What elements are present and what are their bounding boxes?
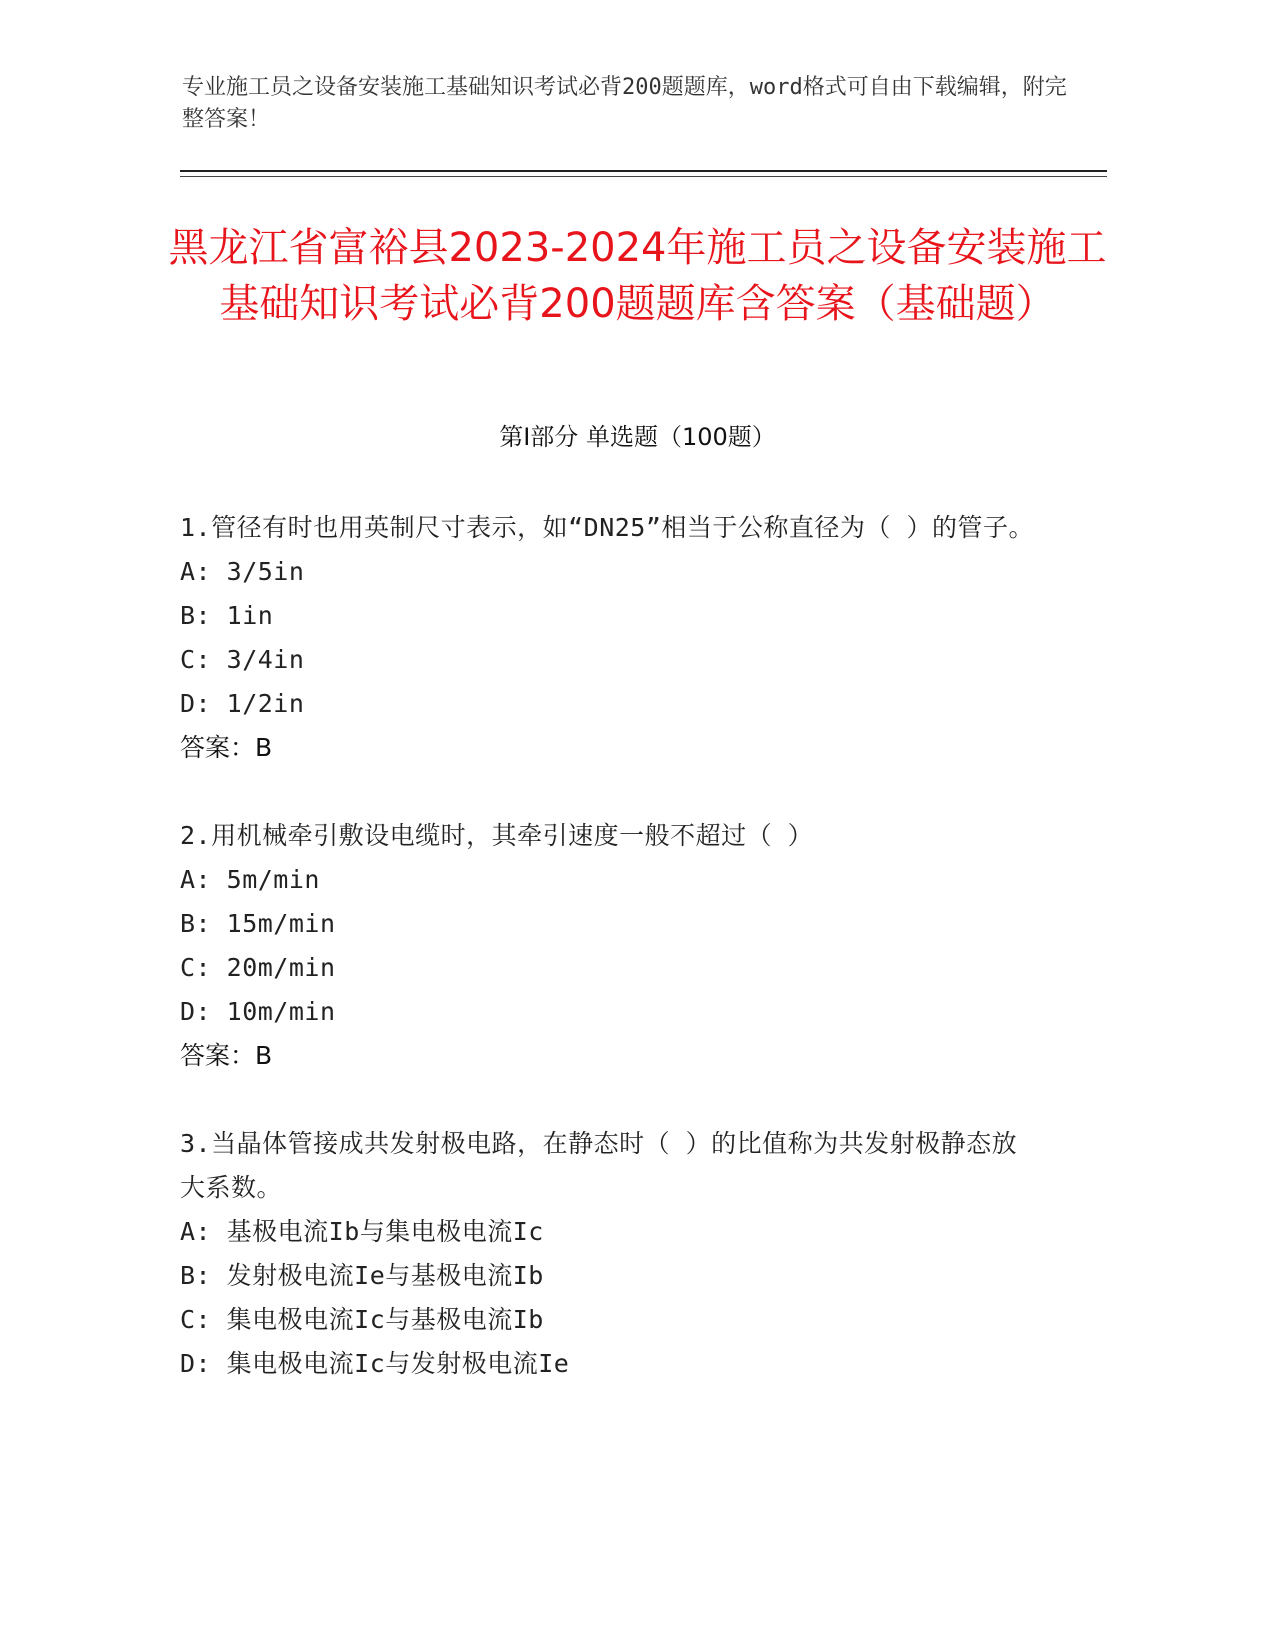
question-stem: 3.当晶体管接成共发射极电路，在静态时（ ）的比值称为共发射极静态放大系数。 bbox=[180, 1129, 1018, 1202]
document-title: 黑龙江省富裕县2023-2024年施工员之设备安装施工基础知识考试必背200题题库含答案（基础题） bbox=[168, 225, 1107, 327]
section-heading: 第Ⅰ部分 单选题（100题） bbox=[499, 423, 776, 451]
question-2 bbox=[180, 814, 1040, 1078]
question-stem: 2.用机械牵引敷设电缆时，其牵引速度一般不超过（ ） bbox=[180, 821, 814, 850]
question-stem: 1.管径有时也用英制尺寸表示，如“DN25”相当于公称直径为（ ）的管子。 bbox=[180, 513, 1034, 542]
question-1 bbox=[180, 506, 1040, 770]
question-list bbox=[180, 506, 1040, 1430]
option-d: D: 10m/min bbox=[180, 997, 336, 1026]
option-a: A: 5m/min bbox=[180, 865, 320, 894]
option-d: D: 集电极电流Ic与发射极电流Ie bbox=[180, 1349, 570, 1378]
header-note: 专业施工员之设备安装施工基础知识考试必背200题题库，word格式可自由下载编辑，附完整答案！ bbox=[182, 75, 1067, 132]
option-a: A: 3/5in bbox=[180, 557, 305, 586]
option-b: B: 发射极电流Ie与基极电流Ib bbox=[180, 1261, 544, 1290]
option-a: A: 基极电流Ib与集电极电流Ic bbox=[180, 1217, 544, 1246]
option-d: D: 1/2in bbox=[180, 689, 305, 718]
option-c: C: 集电极电流Ic与基极电流Ib bbox=[180, 1305, 544, 1334]
header-divider-thick bbox=[180, 170, 1107, 172]
option-b: B: 1in bbox=[180, 601, 274, 630]
answer-line: 答案：B bbox=[180, 1041, 273, 1070]
option-b: B: 15m/min bbox=[180, 909, 336, 938]
answer-line: 答案：B bbox=[180, 733, 273, 762]
header-divider-thin bbox=[180, 176, 1107, 177]
option-c: C: 3/4in bbox=[180, 645, 305, 674]
option-c: C: 20m/min bbox=[180, 953, 336, 982]
question-3 bbox=[180, 1122, 1040, 1386]
